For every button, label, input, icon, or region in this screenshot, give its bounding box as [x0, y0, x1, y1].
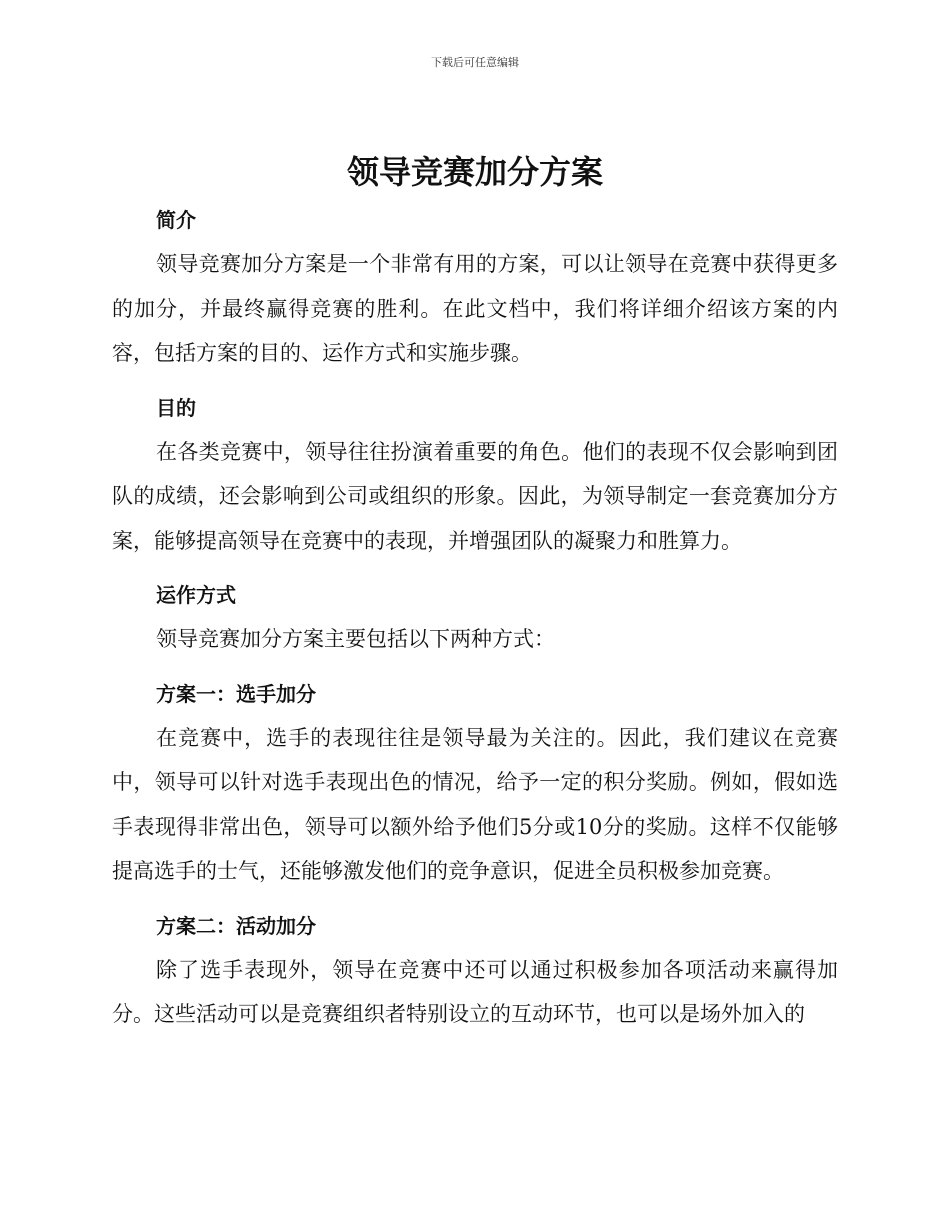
section-paragraph-intro: 领导竞赛加分方案是一个非常有用的方案，可以让领导在竞赛中获得更多的加分，并最终赢得竞赛的胜利。在此文档中，我们将详细介绍该方案的内容，包括方案的目的、运作方式和实施步骤。 — [112, 252, 838, 365]
section-paragraph-operation: 领导竞赛加分方案主要包括以下两种方式： — [156, 627, 555, 651]
section-intro — [112, 198, 838, 376]
section-purpose — [112, 386, 838, 564]
section-operation — [112, 573, 838, 662]
section-heading-plan-two: 方案二：活动加分 — [156, 913, 316, 938]
document-title: 领导竞赛加分方案 — [346, 153, 603, 191]
section-plan-one — [112, 672, 838, 894]
section-heading-purpose: 目的 — [156, 395, 196, 420]
section-paragraph-purpose: 在各类竞赛中，领导往往扮演着重要的角色。他们的表现不仅会影响到团队的成绩，还会影响到公司或组织的形象。因此，为领导制定一套竞赛加分方案，能够提高领导在竞赛中的表现，并增强团队的凝聚力和胜算力。 — [112, 439, 838, 553]
page-header-note: 下载后可任意编辑 — [431, 56, 519, 69]
section-heading-plan-one: 方案一：选手加分 — [156, 681, 316, 706]
section-paragraph-plan-one: 在竞赛中，选手的表现往往是领导最为关注的。因此，我们建议在竞赛中，领导可以针对选手表现出色的情况，给予一定的积分奖励。例如，假如选手表现得非常出色，领导可以额外给予他们5分或10分的奖励。这样不仅能够提高选手的士气，还能够激发他们的竞争意识，促进全员积极参加竞赛。 — [112, 725, 838, 883]
document-body — [112, 198, 838, 1047]
section-plan-two — [112, 904, 838, 1037]
section-paragraph-plan-two: 除了选手表现外，领导在竞赛中还可以通过积极参加各项活动来赢得加分。这些活动可以是竞赛组织者特别设立的互动环节，也可以是场外加入的 — [112, 957, 838, 1026]
section-heading-operation: 运作方式 — [156, 583, 236, 607]
section-heading-intro: 简介 — [156, 208, 196, 232]
